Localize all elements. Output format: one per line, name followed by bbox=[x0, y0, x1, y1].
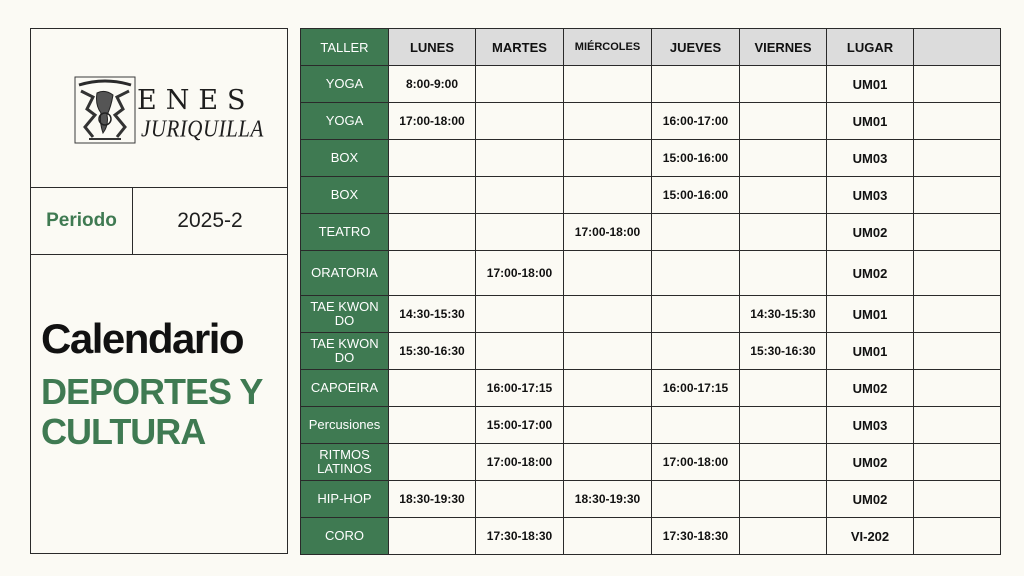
lunes-time-cell bbox=[389, 214, 476, 251]
taller-cell: TEATRO bbox=[301, 214, 389, 251]
miercoles-time-cell: 18:30-19:30 bbox=[564, 481, 652, 518]
martes-time-cell: 17:30-18:30 bbox=[476, 518, 564, 555]
martes-time-cell bbox=[476, 296, 564, 333]
miercoles-time-cell bbox=[564, 177, 652, 214]
jueves-time-cell bbox=[652, 481, 740, 518]
table-row bbox=[301, 444, 1001, 481]
lugar-cell: UM03 bbox=[827, 407, 914, 444]
lugar-cell: UM02 bbox=[827, 370, 914, 407]
lunes-time-cell: 8:00-9:00 bbox=[389, 66, 476, 103]
viernes-time-cell: 14:30-15:30 bbox=[740, 296, 827, 333]
taller-cell: ORATORIA bbox=[301, 251, 389, 296]
extra-cell bbox=[914, 370, 1001, 407]
taller-cell: CORO bbox=[301, 518, 389, 555]
martes-time-cell bbox=[476, 214, 564, 251]
jueves-time-cell: 15:00-16:00 bbox=[652, 177, 740, 214]
lunes-time-cell: 18:30-19:30 bbox=[389, 481, 476, 518]
martes-time-cell: 17:00-18:00 bbox=[476, 251, 564, 296]
jueves-time-cell bbox=[652, 214, 740, 251]
miercoles-time-cell bbox=[564, 296, 652, 333]
taller-cell: HIP-HOP bbox=[301, 481, 389, 518]
table-row bbox=[301, 66, 1001, 103]
lunes-time-cell bbox=[389, 518, 476, 555]
martes-time-cell bbox=[476, 481, 564, 518]
viernes-time-cell: 15:30-16:30 bbox=[740, 333, 827, 370]
taller-cell: TAE KWON DO bbox=[301, 333, 389, 370]
miercoles-time-cell bbox=[564, 333, 652, 370]
miercoles-time-cell bbox=[564, 103, 652, 140]
lugar-cell: VI-202 bbox=[827, 518, 914, 555]
lugar-cell: UM01 bbox=[827, 103, 914, 140]
viernes-time-cell bbox=[740, 407, 827, 444]
lugar-cell: UM02 bbox=[827, 481, 914, 518]
extra-cell bbox=[914, 66, 1001, 103]
extra-cell bbox=[914, 140, 1001, 177]
lugar-cell: UM02 bbox=[827, 251, 914, 296]
header-viernes: VIERNES bbox=[740, 29, 827, 66]
lunes-time-cell bbox=[389, 370, 476, 407]
extra-cell bbox=[914, 177, 1001, 214]
logo-area bbox=[31, 29, 287, 188]
martes-time-cell: 15:00-17:00 bbox=[476, 407, 564, 444]
lugar-cell: UM03 bbox=[827, 140, 914, 177]
lunes-time-cell: 17:00-18:00 bbox=[389, 103, 476, 140]
schedule-body bbox=[301, 66, 1001, 555]
schedule-table bbox=[300, 28, 1001, 555]
periodo-row bbox=[31, 188, 287, 255]
page-subtitle: DEPORTES Y CULTURA bbox=[41, 371, 262, 452]
header-martes: MARTES bbox=[476, 29, 564, 66]
miercoles-time-cell bbox=[564, 407, 652, 444]
lunes-time-cell bbox=[389, 407, 476, 444]
martes-time-cell: 17:00-18:00 bbox=[476, 444, 564, 481]
table-row bbox=[301, 251, 1001, 296]
header-extra bbox=[914, 29, 1001, 66]
lunes-time-cell bbox=[389, 140, 476, 177]
lunes-time-cell: 14:30-15:30 bbox=[389, 296, 476, 333]
table-row bbox=[301, 296, 1001, 333]
extra-cell bbox=[914, 251, 1001, 296]
table-row bbox=[301, 214, 1001, 251]
martes-time-cell: 16:00-17:15 bbox=[476, 370, 564, 407]
extra-cell bbox=[914, 214, 1001, 251]
extra-cell bbox=[914, 103, 1001, 140]
lunes-time-cell bbox=[389, 444, 476, 481]
table-row bbox=[301, 333, 1001, 370]
table-row bbox=[301, 140, 1001, 177]
taller-cell: YOGA bbox=[301, 66, 389, 103]
viernes-time-cell bbox=[740, 214, 827, 251]
jueves-time-cell: 15:00-16:00 bbox=[652, 140, 740, 177]
viernes-time-cell bbox=[740, 103, 827, 140]
periodo-value: 2025-2 bbox=[177, 209, 243, 232]
jueves-time-cell bbox=[652, 251, 740, 296]
extra-cell bbox=[914, 407, 1001, 444]
logo-subname: JURIQUILLA bbox=[141, 114, 264, 143]
viernes-time-cell bbox=[740, 518, 827, 555]
viernes-time-cell bbox=[740, 370, 827, 407]
lugar-cell: UM02 bbox=[827, 444, 914, 481]
miercoles-time-cell bbox=[564, 518, 652, 555]
periodo-label: Periodo bbox=[46, 210, 117, 231]
martes-time-cell bbox=[476, 333, 564, 370]
taller-cell: YOGA bbox=[301, 103, 389, 140]
jueves-time-cell bbox=[652, 407, 740, 444]
extra-cell bbox=[914, 333, 1001, 370]
lugar-cell: UM02 bbox=[827, 214, 914, 251]
extra-cell bbox=[914, 296, 1001, 333]
lugar-cell: UM01 bbox=[827, 296, 914, 333]
viernes-time-cell bbox=[740, 481, 827, 518]
table-row bbox=[301, 177, 1001, 214]
header-lugar: LUGAR bbox=[827, 29, 914, 66]
lunes-time-cell bbox=[389, 251, 476, 296]
jueves-time-cell: 16:00-17:00 bbox=[652, 103, 740, 140]
taller-cell: CAPOEIRA bbox=[301, 370, 389, 407]
taller-cell: BOX bbox=[301, 177, 389, 214]
lunes-time-cell bbox=[389, 177, 476, 214]
viernes-time-cell bbox=[740, 140, 827, 177]
miercoles-time-cell bbox=[564, 66, 652, 103]
lunes-time-cell: 15:30-16:30 bbox=[389, 333, 476, 370]
unam-crest-icon bbox=[73, 75, 137, 145]
info-panel bbox=[30, 28, 288, 554]
martes-time-cell bbox=[476, 177, 564, 214]
extra-cell bbox=[914, 444, 1001, 481]
viernes-time-cell bbox=[740, 251, 827, 296]
martes-time-cell bbox=[476, 140, 564, 177]
taller-cell: RITMOS LATINOS bbox=[301, 444, 389, 481]
jueves-time-cell bbox=[652, 296, 740, 333]
taller-cell: Percusiones bbox=[301, 407, 389, 444]
taller-cell: BOX bbox=[301, 140, 389, 177]
viernes-time-cell bbox=[740, 177, 827, 214]
header-row bbox=[301, 29, 1001, 66]
miercoles-time-cell bbox=[564, 251, 652, 296]
table-row bbox=[301, 370, 1001, 407]
jueves-time-cell: 17:30-18:30 bbox=[652, 518, 740, 555]
viernes-time-cell bbox=[740, 444, 827, 481]
taller-cell: TAE KWON DO bbox=[301, 296, 389, 333]
table-row bbox=[301, 481, 1001, 518]
logo-name: ENES bbox=[137, 85, 255, 116]
extra-cell bbox=[914, 518, 1001, 555]
lugar-cell: UM01 bbox=[827, 333, 914, 370]
jueves-time-cell: 17:00-18:00 bbox=[652, 444, 740, 481]
table-row bbox=[301, 407, 1001, 444]
table-row bbox=[301, 103, 1001, 140]
martes-time-cell bbox=[476, 103, 564, 140]
miercoles-time-cell bbox=[564, 140, 652, 177]
lugar-cell: UM03 bbox=[827, 177, 914, 214]
header-taller: TALLER bbox=[301, 29, 389, 66]
table-row bbox=[301, 518, 1001, 555]
martes-time-cell bbox=[476, 66, 564, 103]
jueves-time-cell bbox=[652, 66, 740, 103]
jueves-time-cell: 16:00-17:15 bbox=[652, 370, 740, 407]
viernes-time-cell bbox=[740, 66, 827, 103]
lugar-cell: UM01 bbox=[827, 66, 914, 103]
header-lunes: LUNES bbox=[389, 29, 476, 66]
header-jueves: JUEVES bbox=[652, 29, 740, 66]
miercoles-time-cell bbox=[564, 444, 652, 481]
extra-cell bbox=[914, 481, 1001, 518]
header-miercoles: MIÉRCOLES bbox=[564, 29, 652, 66]
miercoles-time-cell: 17:00-18:00 bbox=[564, 214, 652, 251]
jueves-time-cell bbox=[652, 333, 740, 370]
page-title: Calendario bbox=[41, 315, 244, 362]
miercoles-time-cell bbox=[564, 370, 652, 407]
